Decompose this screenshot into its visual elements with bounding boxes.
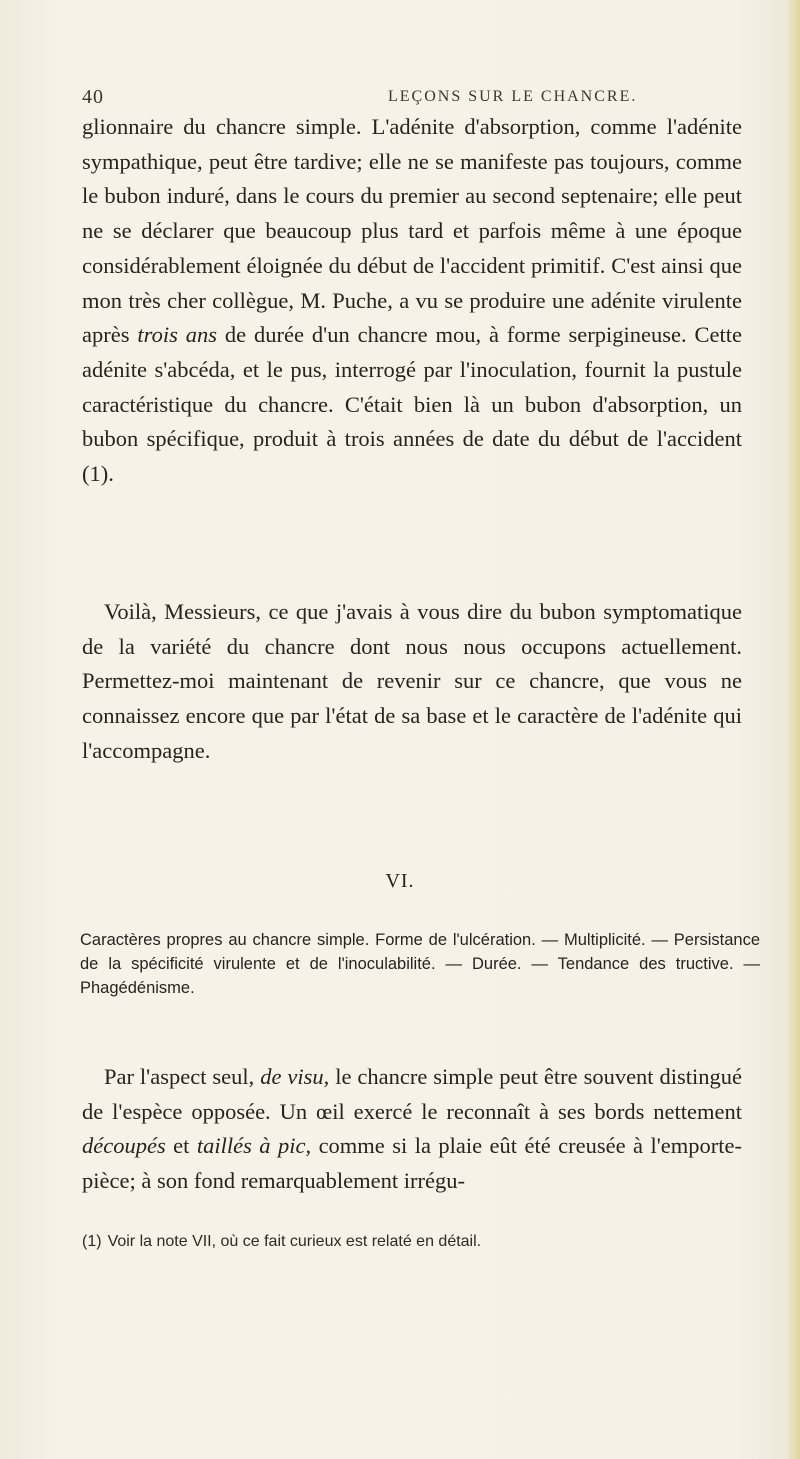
- paragraph-1-text-b: de durée d'un chancre mou, à forme serpigineuse. Cette adénite s'abcéda, et le pus, interrogé par l'inoculation, fournit la pustule caractéristique du chancre. C'était bien là un bubon d'absorption, un bubon spécifique, produit à trois années de date du début de l'accident (1).: [82, 322, 742, 487]
- paragraph-3-text-c: et: [165, 1133, 197, 1159]
- paragraph-3-emphasis-c: taillés à pic,: [196, 1133, 312, 1159]
- page-edge-stain: [786, 0, 800, 1459]
- paragraph-3-emphasis-a: de visu,: [260, 1064, 330, 1089]
- paragraph-3-emphasis-b: découpés: [82, 1133, 166, 1159]
- paragraph-3-text-a: Par l'aspect seul,: [104, 1064, 261, 1089]
- paragraph-3: [82, 1060, 742, 1199]
- section-summary: Caractères propres au chancre simple. Forme de l'ulcération. — Multiplicité. — Persistance de la spécificité virulente et de l'inoculabilité. — Durée. — Tendance des tructive. — Phagédénisme.: [80, 931, 760, 997]
- running-title: LEÇONS SUR LE CHANCRE.: [388, 88, 638, 105]
- page-header: [82, 86, 742, 112]
- paragraph-2: Voilà, Messieurs, ce que j'avais à vous dire du bubon symptomatique de la variété du chancre dont nous nous occupons actuellement. Permettez-moi maintenant de revenir sur ce chancre, que vous ne connaissez encore que par l'état de sa base et le caractère de l'adénite qui l'accompagne.: [82, 599, 742, 763]
- footnote-text: Voir la note VII, où ce fait curieux est relaté en détail.: [107, 1233, 482, 1250]
- section-number: VI.: [385, 870, 415, 892]
- page-number: 40: [82, 86, 104, 108]
- footnote: [82, 1233, 742, 1251]
- footnote-marker: (1): [82, 1233, 102, 1250]
- paragraph-3-text-b: le chancre simple peut être souvent distingué de l'espèce opposée. Un œil exercé le reconnaît à ses bords nettement: [82, 1064, 743, 1124]
- paragraph-1-emphasis: trois ans: [137, 322, 217, 348]
- paragraph-1: [82, 110, 742, 492]
- paragraph-3-text-d: comme si la plaie eût été creusée à l'emporte-pièce; à son fond remarquablement irrégu-: [82, 1133, 742, 1194]
- paragraph-1-text-a: glionnaire du chancre simple. L'adénite d'absorption, comme l'adénite sympathique, peut être tardive; elle ne se manifeste pas toujours, comme le bubon induré, dans le cours du premier au second septenaire; elle peut ne se déclarer que beaucoup plus tard et parfois même à une époque considérablement éloignée du début de l'accident primitif. C'est ainsi que mon très cher collègue, M. Puche, a vu se produire une adénite virulente après: [82, 114, 742, 348]
